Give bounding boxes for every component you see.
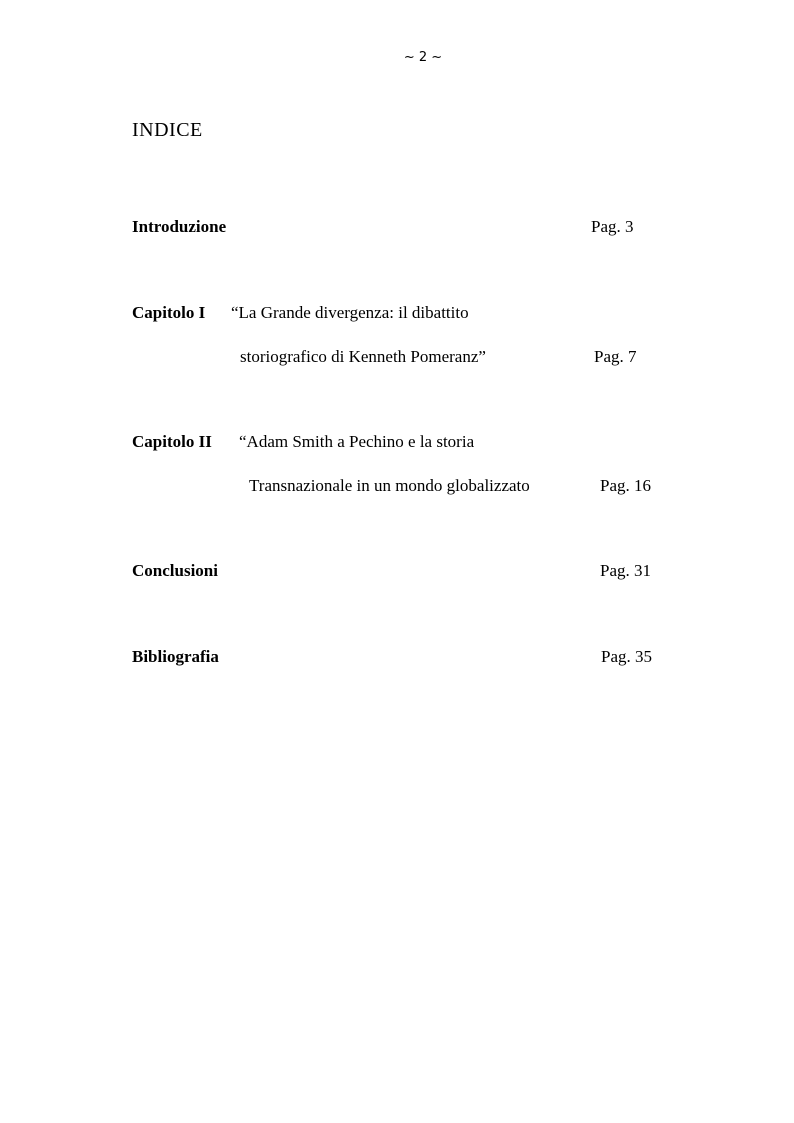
toc-label: Bibliografia [132, 647, 219, 666]
toc-page: Pag. 3 [591, 217, 634, 236]
toc-label: Capitolo II [132, 432, 212, 451]
toc-label: Introduzione [132, 217, 227, 236]
toc-title-line2: Transnazionale in un mondo globalizzato [249, 476, 530, 495]
toc-label: Conclusioni [132, 561, 218, 580]
toc-page: Pag. 16 [600, 476, 651, 495]
index-title: INDICE [132, 119, 203, 141]
toc-page: Pag. 7 [594, 347, 637, 366]
page-number: ~ 2 ~ [403, 50, 443, 65]
toc-title-line1: “Adam Smith a Pechino e la storia [239, 432, 475, 451]
toc-title-line2: storiografico di Kenneth Pomeranz” [240, 347, 486, 366]
toc-page: Pag. 31 [600, 561, 651, 580]
toc-title-line1: “La Grande divergenza: il dibattito [231, 303, 469, 322]
toc-page: Pag. 35 [601, 647, 652, 666]
toc-label: Capitolo I [132, 303, 206, 322]
